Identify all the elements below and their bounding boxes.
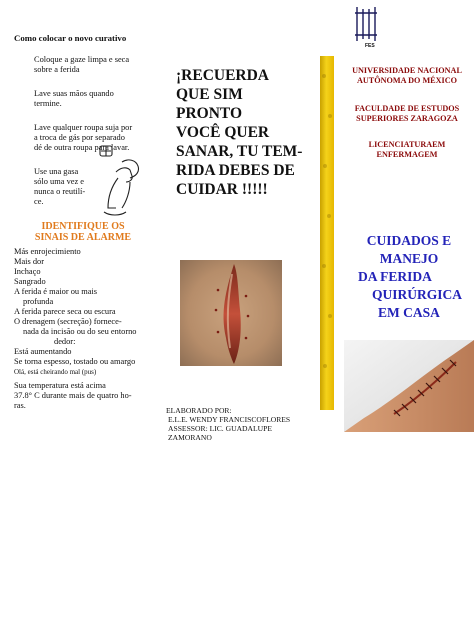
fes-logo-text: FES — [365, 43, 375, 49]
brochure-title: CUIDADOS E MANEJO DA FERIDA QUIRÚRGICA EM CASA — [358, 233, 462, 320]
instruction-step: Lave suas mãos quando termine. — [34, 89, 114, 108]
hand-gauze-illustration — [92, 142, 144, 226]
university-crest-icon — [353, 5, 379, 43]
instruction-step: Use una gasa sólo uma vez e nunca o reutilí- ce. — [34, 167, 86, 206]
reminder-message: ¡RECUERDA QUE SIM PRONTO VOCÊ QUER SANAR, TU TEM- RIDA DEBES DE CUIDAR !!!!! — [176, 67, 303, 198]
surgical-wound-photo — [180, 260, 282, 366]
alarm-sign: Sua temperatura está acima — [14, 381, 106, 390]
band-pattern — [320, 56, 334, 410]
alarm-sign: Inchaço — [14, 267, 41, 276]
alarm-signs-heading: IDENTIFIQUE OS SINAIS DE ALARME — [34, 221, 132, 243]
alarm-signs-list: Más enrojecimiento Mais dor Inchaço Sangrado A ferida é maior ou mais profunda A ferida parece seca ou escura O drenagem (secreção) fornece- nada da incisão ou do seu entorno dedor: Está aumentando Se torna espesso, tostado ou amargo Olá, está cheirando mal (pus) Sua temperatura está acima 37.8° C durante mais de quatro ho- ras. — [14, 247, 152, 411]
alarm-sign: Olá, está cheirando mal (pus) — [14, 368, 97, 376]
bandage-instructions-heading: Como colocar o novo curativo — [14, 33, 127, 43]
alarm-sign: Mais dor — [14, 257, 45, 266]
alarm-sign: A ferida é maior ou mais — [14, 287, 98, 296]
alarm-sign: Más enrojecimiento — [14, 247, 81, 256]
alarm-sign: Sangrado — [14, 277, 46, 286]
alarm-sign: O drenagem (secreção) fornece- — [14, 317, 122, 326]
instruction-step: Lave qualquer roupa suja por a troca de gás por separado dé de outra roupa para lavar. — [34, 123, 133, 152]
sutured-arm-photo — [344, 340, 474, 432]
alarm-sign: Está aumentando — [14, 347, 72, 356]
alarm-sign: Se torna espesso, tostado ou amargo — [14, 357, 136, 366]
instruction-step: Coloque a gaze limpa e seca sobre a ferida — [34, 55, 130, 74]
alarm-sign: A ferida parece seca ou escura — [14, 307, 116, 316]
institution-block: UNIVERSIDADE NACIONAL AUTÔNOMA DO MÉXICO FACULDADE DE ESTUDOS SUPERIORES ZARAGOZA LICENCIATURAEM ENFERMAGEM — [352, 66, 462, 159]
credits: ELABORADO POR: E.L.E. WENDY FRANCISCOFLORES ASSESSOR: LIC. GUADALUPE ZAMORANO — [166, 406, 291, 442]
